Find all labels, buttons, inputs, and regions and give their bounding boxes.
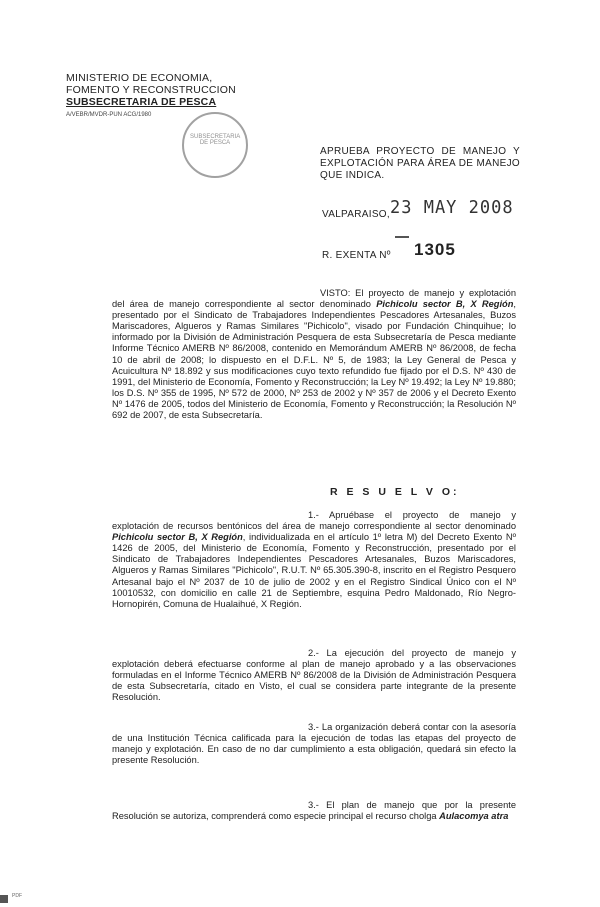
item-4-emphasis: Aulacomya atra [439, 811, 509, 822]
item-1-emphasis: Pichicolu sector B, X Región [112, 532, 243, 543]
item-3-paragraph: 3.- La organización deberá contar con la asesoría de una Institución Técnica calificada para la ejecución de todas las etapas del proyecto de manejo y explotación. En caso de no dar cumplimiento a esta obligación, quedará sin efecto la presente Resolución. [112, 722, 516, 766]
ministry-subname: FOMENTO Y RECONSTRUCCION [66, 84, 236, 96]
place-label: VALPARAISO, [322, 209, 390, 220]
official-seal-icon [182, 112, 248, 178]
footer-label: PDF [12, 893, 22, 899]
resuelvo-heading: R E S U E L V O: [330, 486, 460, 498]
item-2-paragraph: 2.- La ejecución del proyecto de manejo y explotación deberá efectuarse conforme al plan de manejo aprobado y a las observaciones formuladas en el Informe Técnico AMERB Nº 86/2008 de la División de Administración Pesquera de esta Subsecretaría, citado en Visto, el cual se considera parte integrante de la presente Resolución. [112, 648, 516, 703]
visto-text-2: , presentado por el Sindicato de Trabajadores Independientes Pescadores Artesanales, Buzos Mariscadores, Algueros y Ramas Similares "Pichicolo", visado por Fundación Chinquihue; lo informado por la División de Administración Pesquera de esta Subsecretaría de Pesca mediante Informe Técnico AMERB Nº 86/2008, contenido en Memorándum AMERB Nº 86/2008, de fecha 10 de abril de 2008; lo dispuesto en el D.F.L. Nº 5, de 1983; la Ley General de Pesca y Acuicultura Nº 18.892 y sus modificaciones cuyo texto refundido fue fijado por el D.S. Nº 430 de 1991, del Ministerio de Economía, Fomento y Reconstrucción; la Ley Nº 19.492; la Ley Nº 19.880; los D.S. Nº 355 de 1995, Nº 572 de 2000, Nº 253 de 2002 y Nº 357 de 2006 y el Decreto Exento Nº 1476 de 2005, todos del Ministerio de Economía, Fomento y Reconstrucción; la Resolución Nº 692 de 2007, de esta Subsecretaría. [112, 299, 516, 421]
item-4-text: 3.- El plan de manejo que por la presente Resolución se autoriza, comprenderá como especie principal el recurso cholga [112, 800, 516, 822]
date-stamp: 23 MAY 2008 [390, 197, 514, 219]
item-1-paragraph [112, 510, 516, 610]
visto-lead: VISTO: [320, 288, 351, 298]
visto-text-1: El proyecto de manejo y explotación del área de manejo correspondiente al sector denominado [112, 288, 516, 310]
document-subject: APRUEBA PROYECTO DE MANEJO Y EXPLOTACIÓN PARA ÁREA DE MANEJO QUE INDICA. [320, 146, 520, 181]
resolution-number: 1305 [414, 240, 456, 259]
item-1-text-2: , individualizada en el artículo 1º letra M) del Decreto Exento Nº 1426 de 2005, del Ministerio de Economía, Fomento y Reconstrucción, presentado por el Sindicato de Trabajadores Independientes Pescadores Artesanales, Buzos Mariscadores, Algueros y Ramas Similares "Pichicolo", R.U.T. Nº 65.305.390-8, inscrito en el Registro Pesquero Artesanal bajo el Nº 2037 de 10 de julio de 2002 y en el Registro Sindical Único con el Nº 10010532, con domicilio en calle 21 de Septiembre, esquina Pedro Maldonado, Río Negro-Hornopirén, Comuna de Hualaihué, X Región. [112, 532, 516, 609]
scan-mark-icon [0, 895, 8, 903]
ministry-name: MINISTERIO DE ECONOMIA, [66, 72, 213, 84]
dash-mark [395, 236, 409, 238]
visto-emphasis: Pichicolu sector B, X Región [376, 299, 514, 310]
subsecretaria-name: SUBSECRETARIA DE PESCA [66, 96, 217, 108]
item-1-text-1: 1.- Apruébase el proyecto de manejo y explotación de recursos bentónicos del área de manejo correspondiente al sector denominado [112, 510, 516, 532]
visto-paragraph [112, 288, 516, 421]
seal-text: SUBSECRETARIA DE PESCA [190, 134, 241, 146]
resolution-label: R. EXENTA Nº [322, 250, 391, 261]
item-4-paragraph [112, 800, 516, 822]
reference-code: A/VEBR/MVDR-PUN ACG/1980 [66, 112, 152, 118]
